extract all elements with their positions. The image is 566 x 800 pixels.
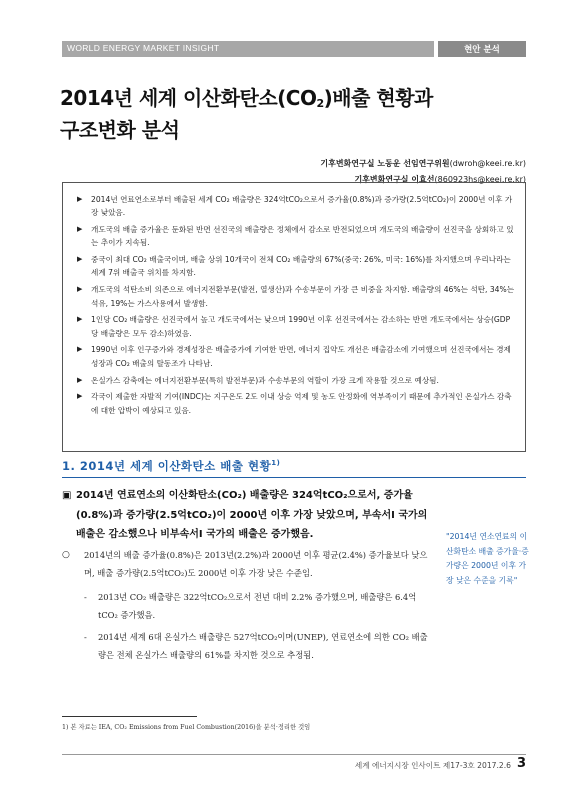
dash-bullet-icon: -	[84, 592, 87, 602]
summary-item: ▶ 개도국의 배출 증가율은 둔화된 반면 선진국의 배출량은 정체에서 감소로 반전되었으며 개도국의 배출량이 선진국을 상회하고 있는 추이가 지속됨.	[77, 223, 517, 250]
footnote-divider	[62, 716, 197, 717]
header-section-tab	[438, 41, 526, 57]
lead-text: 2014년 연료연소의 이산화탄소(CO₂) 배출량은 324억tCO₂으로서, 증가율(0.8%)과 증가량(2.5억tCO₂)이 2000년 이후 가장 낮았으며, 부속서Ⅰ 국가의 배출은 감소했으나 비부속서Ⅰ 국가의 배출은 증가했음.	[76, 490, 428, 540]
summary-item: ▶ 중국이 최대 CO₂ 배출국이며, 배출 상위 10개국이 전체 CO₂ 배출량의 67%(중국: 26%, 미국: 16%)를 차지했으며 우리나라는 세계 7위 배출국 위치를 차지함.	[77, 253, 517, 280]
summary-item: ▶ 1990년 이후 인구증가와 경제성장은 배출증가에 기여한 반면, 에너지 집약도 개선은 배출감소에 기여했으며 선진국에서는 경제성장과 CO₂ 배출의 탈동조가 나타남.	[77, 343, 517, 370]
body-text: 2014년의 배출 증가율(0.8%)은 2013년(2.2%)과 2000년 이후 평균(2.4%) 증가율보다 낮으며, 배출 증가량(2.5억tCO₂)도 2000년 이후 가장 낮은 수준임.	[84, 550, 428, 578]
summary-item: ▶ 각국이 제출한 자발적 기여(INDC)는 지구온도 2도 이내 상승 억제 및 농도 안정화에 역부족이기 때문에 추가적인 온실가스 감축에 대한 압박이 예상되고 있음.	[77, 390, 517, 417]
body-subparagraph	[84, 588, 434, 624]
square-bullet-icon: ▣	[62, 490, 72, 501]
body-subparagraph	[84, 628, 434, 664]
lead-paragraph	[62, 486, 434, 545]
title-line1-pre: 2014년 세계 이산화탄소(CO	[60, 86, 317, 110]
author-line	[320, 156, 526, 172]
title-line2: 구조변화 분석	[60, 118, 180, 142]
page-number: 3	[516, 756, 526, 771]
summary-item: ▶ 2014년 연료연소로부터 배출된 세계 CO₂ 배출량은 324억tCO₂으로서 증가율(0.8%)과 증가량(2.5억tCO₂)이 2000년 이후 가장 낮았음.	[77, 193, 517, 220]
title-line1-sub: 2	[316, 97, 324, 110]
section-heading	[62, 453, 280, 476]
section-divider	[62, 477, 526, 478]
footer-divider	[62, 754, 526, 755]
author-email: (dwroh@keei.re.kr)	[449, 159, 526, 168]
summary-item: ▶ 1인당 CO₂ 배출량은 선진국에서 높고 개도국에서는 낮으며 1990년 이후 선진국에서는 감소하는 반면 개도국에서는 상승(GDP당 배출량은 모두 감소)하였음.	[77, 313, 517, 340]
article-title	[60, 85, 433, 144]
body-paragraph	[62, 546, 434, 582]
footnote: 1) 본 자료는 IEA, CO₂ Emissions from Fuel Combustion(2016)을 분석·정리한 것임	[62, 724, 311, 731]
circle-bullet-icon: ○	[62, 550, 70, 560]
header-section-tab-label: 현안 분석	[464, 45, 500, 55]
dash-bullet-icon: -	[84, 632, 87, 642]
footnote-ref: 1)	[271, 459, 281, 467]
author-name: 기후변화연구실 노동운 선임연구위원	[320, 159, 450, 168]
summary-box	[62, 182, 526, 452]
header-banner	[62, 41, 434, 57]
summary-list	[77, 193, 517, 420]
header-banner-text: WORLD ENERGY MARKET INSIGHT	[67, 43, 220, 53]
summary-item: ▶ 온실가스 감축에는 에너지전환부문(특히 발전부문)과 수송부문의 역할이 가장 크게 작용할 것으로 예상됨.	[77, 374, 517, 387]
author-name: 기후변화연구실 이효선	[354, 175, 435, 184]
body-text: 2013년 CO₂ 배출량은 322억tCO₂으로서 전년 대비 2.2% 증가했으며, 배출량은 6.4억tCO₂ 증가했음.	[98, 592, 417, 620]
footer-publication: 세계 에너지시장 인사이트 제17-3호 2017.2.6	[354, 761, 511, 770]
title-line1-post: )배출 현황과	[323, 86, 433, 110]
summary-item: ▶ 개도국의 석탄소비 의존으로 에너지전환부문(발전, 열생산)과 수송부문이 가장 큰 비중을 차지함. 배출량의 46%는 석탄, 34%는 석유, 19%는 가스사용에서 발생함.	[77, 283, 517, 310]
pull-quote: "2014년 연소연료의 이산화탄소 배출 증가율·증가량은 2000년 이후 가장 낮은 수준을 기록"	[446, 532, 529, 585]
author-email: (860923hs@keei.re.kr)	[434, 175, 526, 184]
body-text: 2014년 세계 6대 온실가스 배출량은 527억tCO₂이며(UNEP), 연료연소에 의한 CO₂ 배출량은 전체 온실가스 배출량의 61%를 차지한 것으로 추정됨.	[98, 632, 428, 660]
section-heading-text: 1. 2014년 세계 이산화탄소 배출 현황	[62, 458, 272, 473]
